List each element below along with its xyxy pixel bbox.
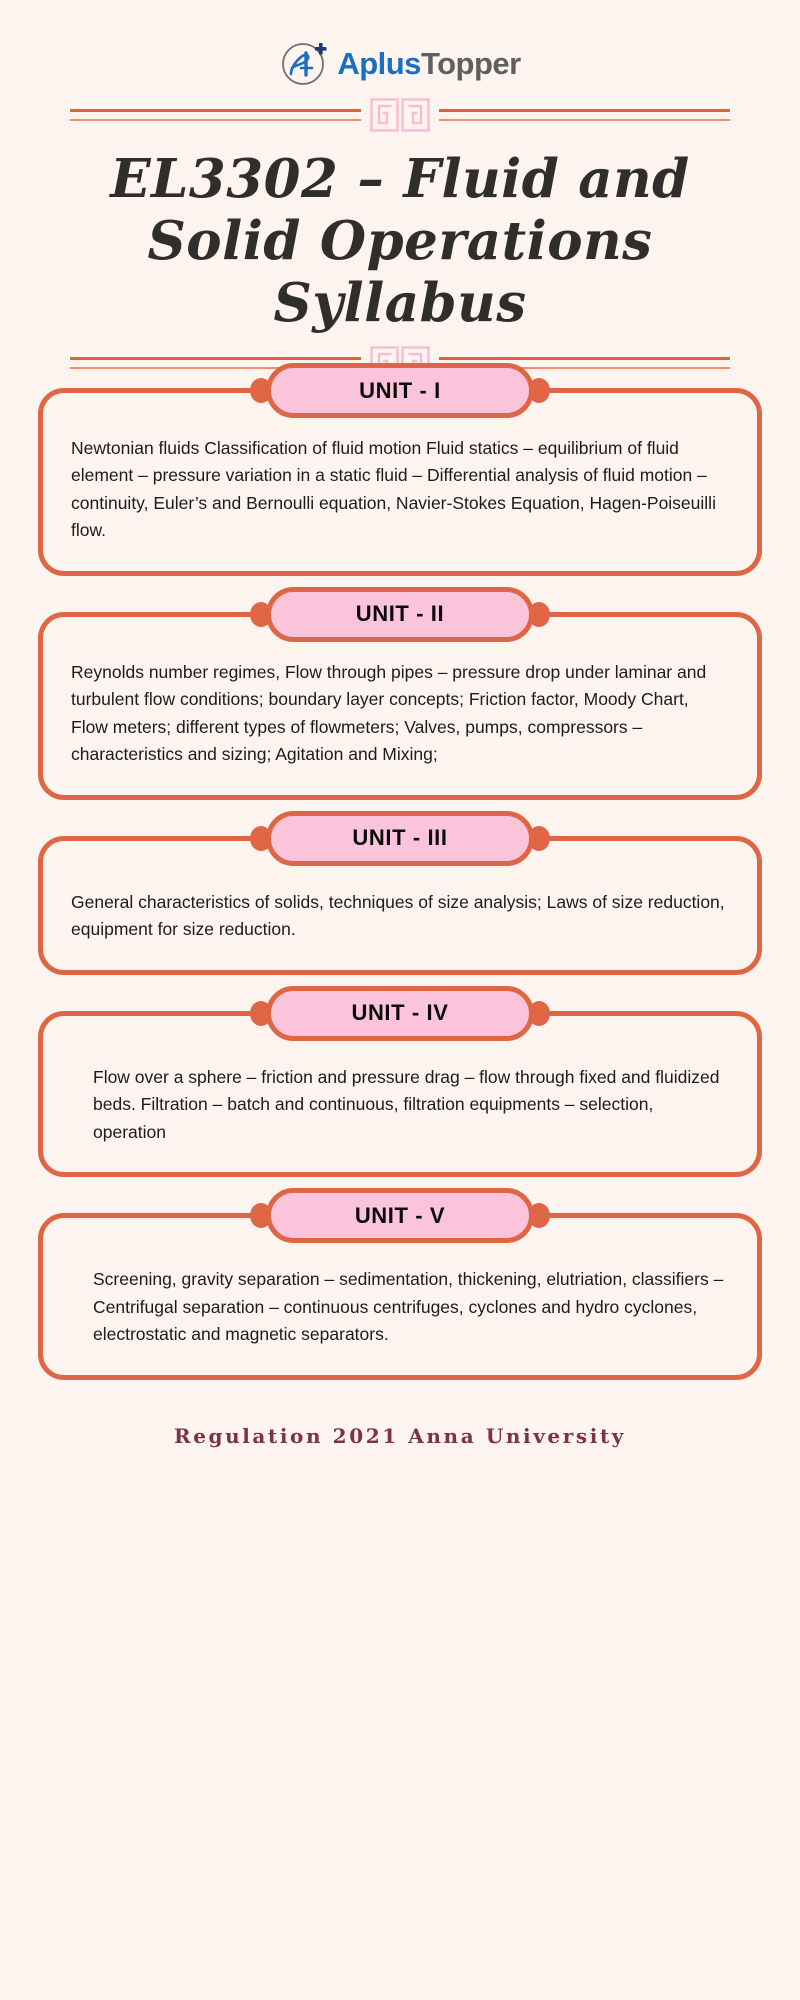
divider-rules-right: [439, 357, 730, 369]
divider-rules-right: [439, 109, 730, 121]
unit-label-3: UNIT - III: [352, 825, 448, 851]
divider-bottom: [70, 344, 730, 382]
unit-card-2: [38, 601, 762, 800]
page-title: [0, 134, 800, 344]
unit-body-5: Screening, gravity separation – sedimentation, thickening, elutriation, classifiers – Centrifugal separation – continuous centrifuges, cyclones and hydro cyclones, electrostatic and magnetic separators.: [93, 1269, 724, 1345]
greek-key-spiral-ornament-icon: [361, 98, 439, 132]
unit-header-3: [43, 811, 757, 866]
divider-rule: [439, 367, 730, 369]
unit-pill-5[interactable]: [266, 1188, 534, 1243]
aplustopper-logo[interactable]: [279, 37, 520, 89]
page-title-line-2: Solid Operations: [147, 210, 653, 272]
knob-left-icon: [250, 1001, 272, 1026]
footer-regulation-text: Regulation 2021 Anna University: [173, 1423, 627, 1448]
unit-body-1: Newtonian fluids Classification of fluid motion Fluid statics – equilibrium of fluid element – pressure variation in a static fluid – Differential analysis of fluid motion – continuity, Euler’s and Bernoulli equation, Navier-Stokes Equation, Hagen-Poiseuilli flow.: [71, 438, 716, 541]
unit-pill-4[interactable]: [266, 986, 534, 1041]
unit-card-3: [38, 825, 762, 975]
divider-rules-left: [70, 109, 361, 121]
unit-card-list: [0, 377, 800, 1380]
unit-header-4: [43, 986, 757, 1041]
unit-body-3: General characteristics of solids, techniques of size analysis; Laws of size reduction, equipment for size reduction.: [71, 891, 725, 940]
divider-rule: [439, 109, 730, 112]
knob-right-icon: [528, 1001, 550, 1026]
divider-rule: [439, 119, 730, 121]
unit-label-1: UNIT - I: [359, 377, 441, 403]
page-title-line-1: EL3302 – Fluid and: [110, 148, 690, 210]
logo-word-aplus: Aplus: [337, 45, 421, 81]
knob-right-icon: [528, 1203, 550, 1228]
unit-label-5: UNIT - V: [354, 1202, 446, 1228]
knob-right-icon: [528, 602, 550, 627]
divider-rule: [70, 367, 361, 369]
greek-key-spiral-ornament-icon: [361, 346, 439, 380]
unit-body-2: Reynolds number regimes, Flow through pipes – pressure drop under laminar and turbulent flow conditions; boundary layer concepts; Friction factor, Moody Chart, Flow meters; different types of flowmeters; Valves, pumps, compressors – characteristics and sizing; Agitation and Mixing;: [71, 661, 707, 765]
knob-left-icon: [250, 602, 272, 627]
divider-rules-left: [70, 357, 361, 369]
unit-card-5: [38, 1202, 762, 1379]
logo-word-topper: Topper: [420, 45, 521, 81]
unit-card-4: [38, 1000, 762, 1177]
unit-label-4: UNIT - IV: [351, 1000, 449, 1026]
logo-wordmark: [337, 45, 521, 81]
knob-left-icon: [250, 826, 272, 851]
unit-header-2: [43, 587, 757, 642]
divider-rule: [70, 357, 361, 360]
unit-body-4: Flow over a sphere – friction and pressure drag – flow through fixed and fluidized beds. Filtration – batch and continuous, filtration equipments – selection, operation: [93, 1066, 720, 1142]
unit-card-1: [38, 377, 762, 576]
unit-pill-2[interactable]: [266, 587, 534, 642]
divider-rule: [439, 357, 730, 360]
divider-top: [70, 96, 730, 134]
knob-right-icon: [528, 826, 550, 851]
knob-left-icon: [250, 378, 272, 403]
divider-rule: [70, 109, 361, 112]
page-title-line-3: Syllabus: [273, 272, 527, 334]
footer: [0, 1416, 800, 1448]
brand-header: [0, 0, 800, 96]
divider-rule: [70, 119, 361, 121]
unit-header-5: [43, 1188, 757, 1243]
aplus-circle-monogram-icon: [279, 37, 331, 89]
unit-label-2: UNIT - II: [355, 601, 445, 627]
knob-left-icon: [250, 1203, 272, 1228]
knob-right-icon: [528, 378, 550, 403]
unit-pill-3[interactable]: [266, 811, 534, 866]
